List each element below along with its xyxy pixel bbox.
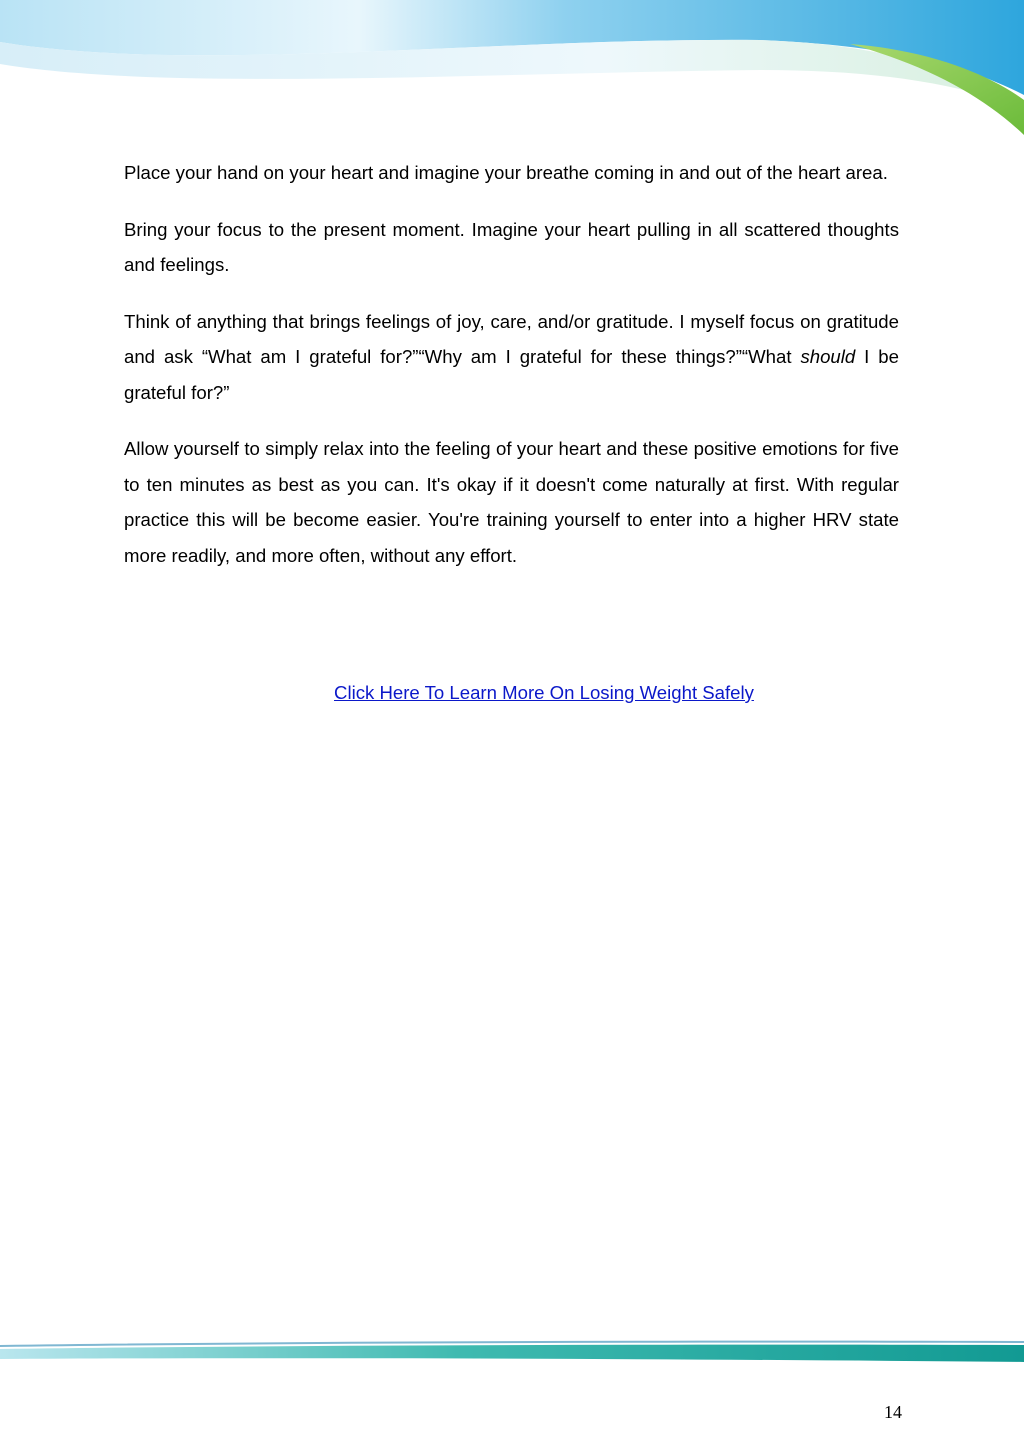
page-number: 14 xyxy=(884,1402,902,1422)
paragraph-3-italic-word: should xyxy=(800,346,856,367)
body-text xyxy=(124,155,899,594)
learn-more-link[interactable]: Click Here To Learn More On Losing Weight Safely xyxy=(334,682,754,703)
paragraph-3-text-end: I be grateful for?” xyxy=(124,346,899,403)
header-wave-banner xyxy=(0,0,1024,140)
paragraph-1: Place your hand on your heart and imagine your breathe coming in and out of the heart area. xyxy=(124,162,888,183)
footer-teal-band xyxy=(0,1345,1024,1362)
paragraph-3 xyxy=(124,304,899,411)
paragraph-2: Bring your focus to the present moment. Imagine your heart pulling in all scattered thoughts and feelings. xyxy=(124,218,899,275)
link-row xyxy=(124,678,964,708)
paragraph-3-text-start: Think of anything that brings feelings of joy, care, and/or gratitude. I myself focus on gratitude and ask “What am I grateful for?”“Why am I grateful for these things?”“What xyxy=(124,310,899,367)
footer-stripe xyxy=(0,1335,1024,1370)
paragraph-4: Allow yourself to simply relax into the feeling of your heart and these positive emotions for five to ten minutes as best as you can. It's okay if it doesn't come naturally at first. With regular practice this will be become easier. You're training yourself to enter into a higher HRV state more readily, and more often, without any effort. xyxy=(124,438,899,566)
